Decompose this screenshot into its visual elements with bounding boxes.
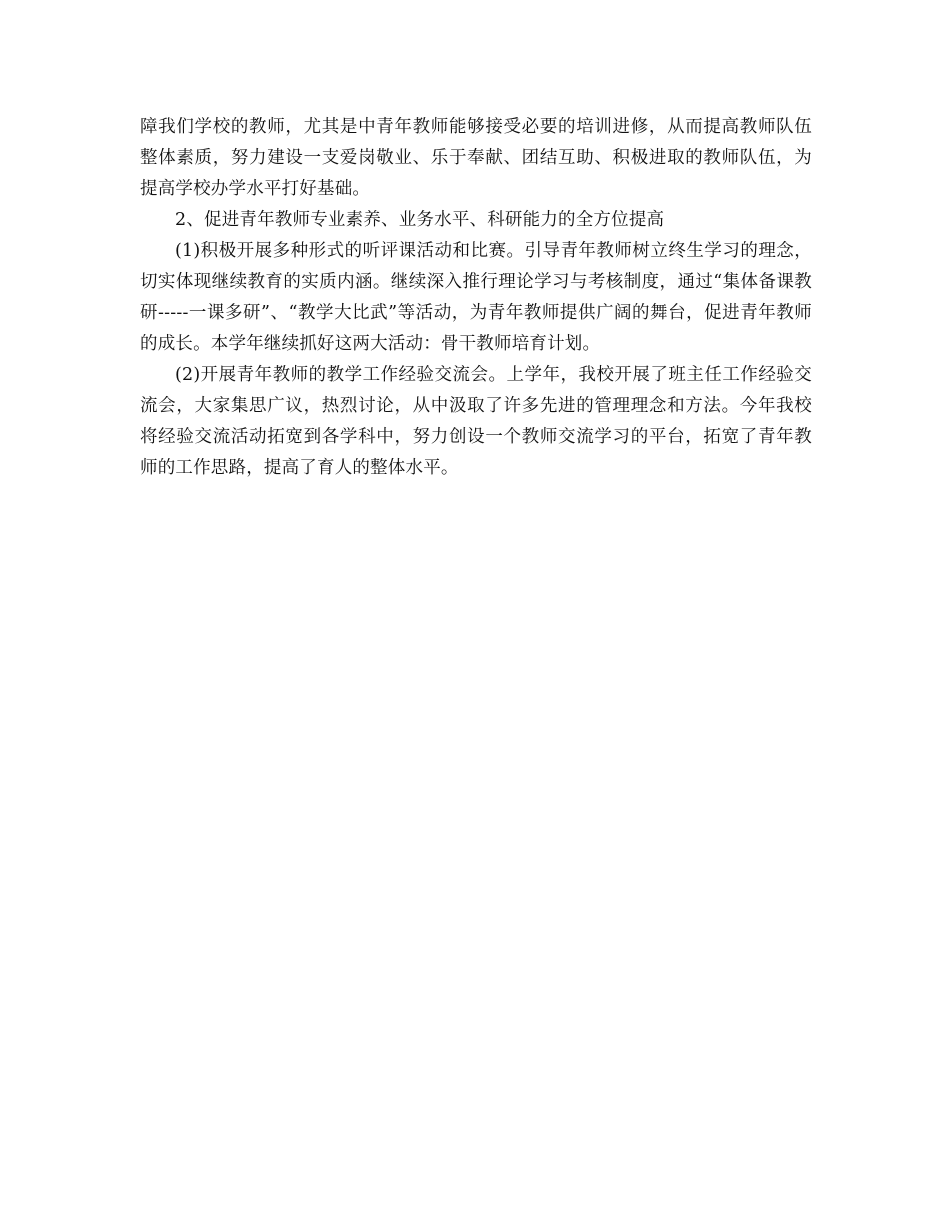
document-body [140,112,812,484]
section-heading: 2、促进青年教师专业素养、业务水平、科研能力的全方位提高 [175,210,665,230]
paragraph-continuation: 障我们学校的教师，尤其是中青年教师能够接受必要的培训进修，从而提高教师队伍整体素质，努力建设一支爱岗敬业、乐于奉献、团结互助、积极进取的教师队伍，为提高学校办学水平打好基础。 [140,117,812,199]
paragraph-item-2: (2)开展青年教师的教学工作经验交流会。上学年，我校开展了班主任工作经验交流会，大家集思广议，热烈讨论，从中汲取了许多先进的管理理念和方法。今年我校将经验交流活动拓宽到各学科中，努力创设一个教师交流学习的平台，拓宽了青年教师的工作思路，提高了育人的整体水平。 [140,365,812,478]
paragraph-item-1: (1)积极开展多种形式的听评课活动和比赛。引导青年教师树立终生学习的理念，切实体现继续教育的实质内涵。继续深入推行理论学习与考核制度，通过“集体备课教研-----一课多研”、“教学大比武”等活动，为青年教师提供广阔的舞台，促进青年教师的成长。本学年继续抓好这两大活动：骨干教师培育计划。 [140,241,812,354]
